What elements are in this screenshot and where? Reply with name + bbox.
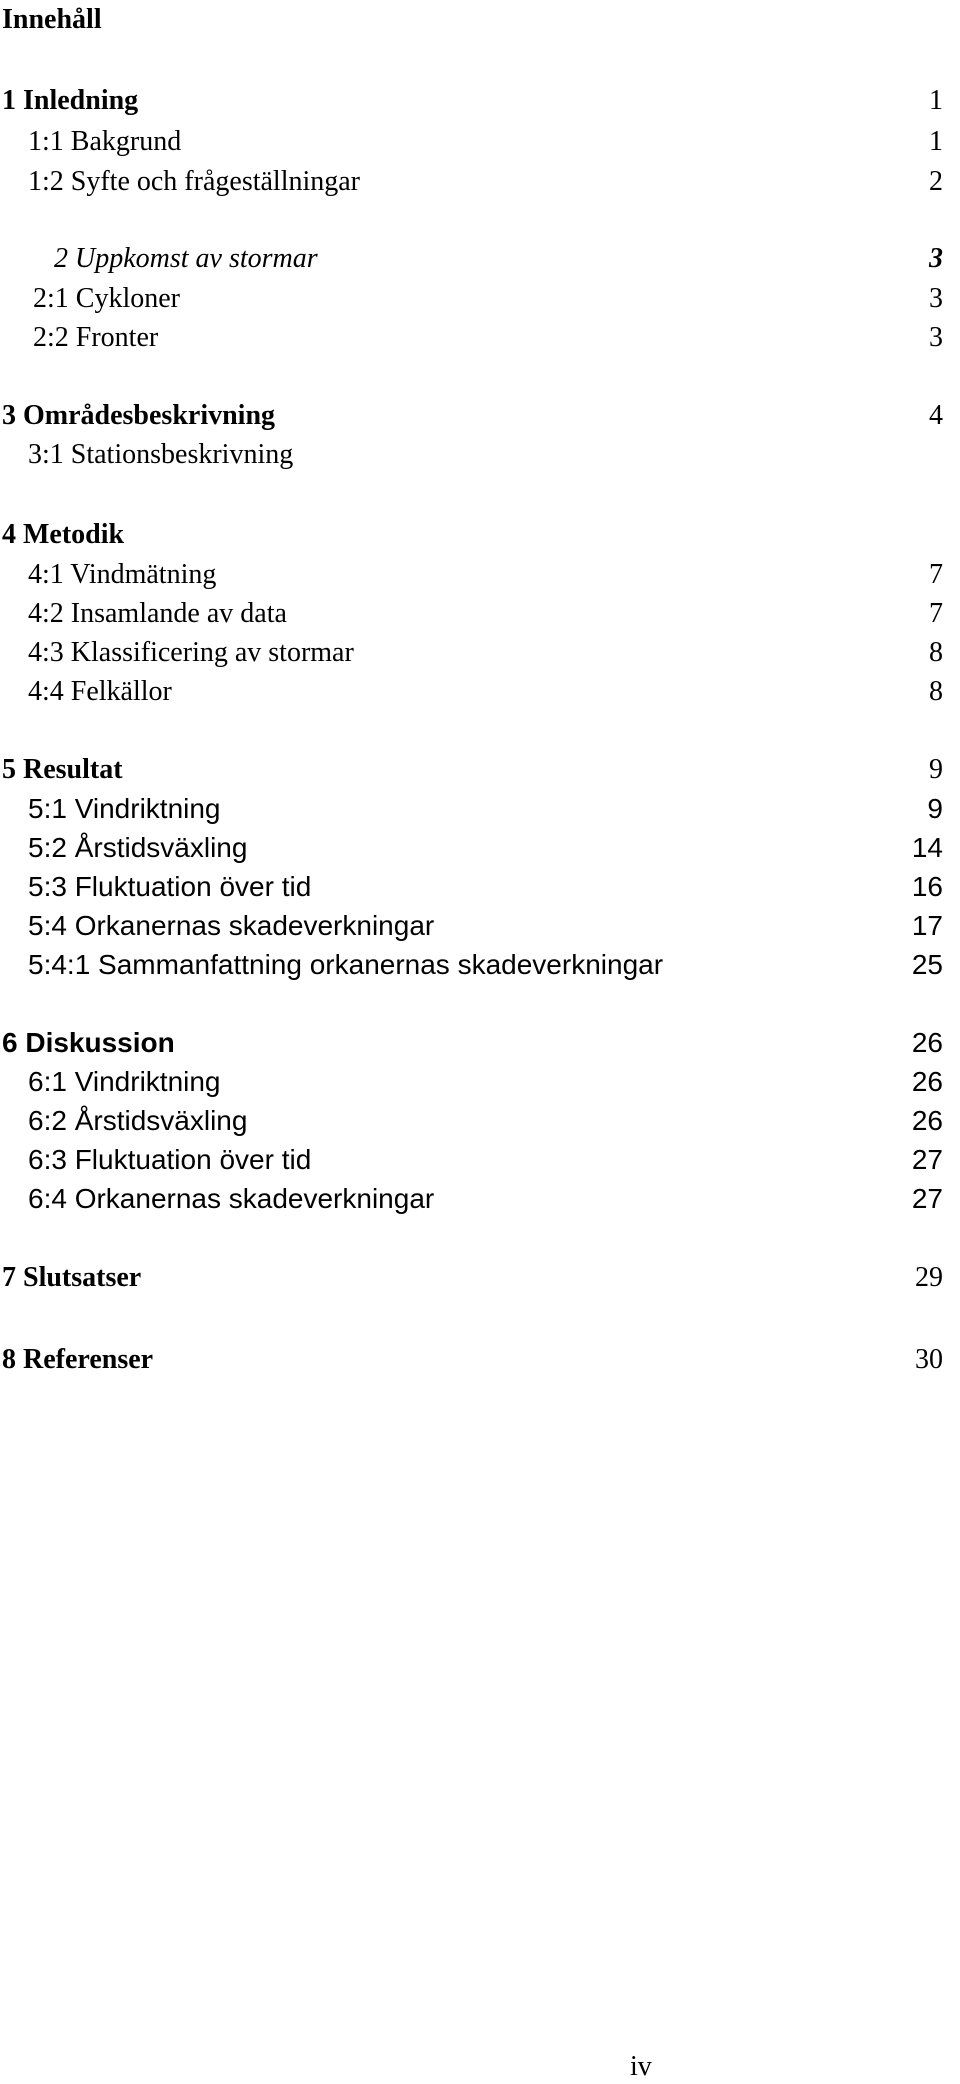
- toc-label: 5:4:1 Sammanfattning orkanernas skadeverkningar: [28, 949, 664, 980]
- toc-section: [0, 634, 943, 672]
- toc-label: 1:1 Bakgrund: [28, 126, 182, 157]
- toc-label: 6:4 Orkanernas skadeverkningar: [28, 1183, 435, 1214]
- toc-page: 3: [929, 243, 943, 274]
- toc-section: [0, 123, 943, 161]
- toc-section: [0, 907, 943, 945]
- toc-page: 1: [929, 126, 943, 157]
- toc-page: 27: [911, 1183, 943, 1214]
- toc-chapter-3: [0, 397, 943, 435]
- toc-label: 5:4 Orkanernas skadeverkningar: [28, 910, 435, 941]
- toc-chapter-7: [0, 1259, 943, 1297]
- toc-page: 26: [911, 1027, 943, 1058]
- toc-section: [0, 868, 943, 906]
- toc-page: 16: [911, 871, 943, 902]
- toc-label: 4:3 Klassificering av stormar: [28, 637, 354, 668]
- toc-page: 3: [929, 283, 943, 314]
- toc-label: 7 Slutsatser: [2, 1262, 142, 1293]
- toc-label: 5:1 Vindriktning: [28, 793, 221, 824]
- toc-label: 4:4 Felkällor: [28, 676, 172, 707]
- toc-page: 29: [915, 1262, 943, 1293]
- toc-label: 4 Metodik: [2, 519, 125, 550]
- toc-title: Innehåll: [2, 4, 102, 35]
- toc-section: [0, 163, 943, 201]
- toc-chapter-6: [0, 1024, 943, 1062]
- toc-section: [0, 280, 943, 318]
- toc-page: 8: [929, 676, 943, 707]
- toc-label: 1:2 Syfte och frågeställningar: [28, 166, 361, 197]
- toc-label: 4:1 Vindmätning: [28, 559, 217, 590]
- toc-section: [0, 673, 943, 711]
- toc-label: 2:1 Cykloner: [33, 283, 180, 314]
- toc-page: 25: [911, 949, 943, 980]
- toc-section: [0, 1063, 943, 1101]
- toc-section: [0, 1102, 943, 1140]
- toc-section: [0, 829, 943, 867]
- toc-page: 30: [915, 1344, 943, 1375]
- toc-label: 6:3 Fluktuation över tid: [28, 1144, 312, 1175]
- toc-section: [0, 436, 943, 474]
- toc-page: 7: [929, 598, 943, 629]
- toc-page: 2: [929, 166, 943, 197]
- toc-chapter-8: [0, 1341, 943, 1379]
- toc-section: [0, 790, 943, 828]
- toc-label: 1 Inledning: [2, 85, 139, 116]
- toc-label: 3:1 Stationsbeskrivning: [28, 439, 294, 470]
- toc-section: [0, 1141, 943, 1179]
- toc-section: [0, 319, 943, 357]
- toc-label: 2:2 Fronter: [33, 322, 159, 353]
- toc-subsection: [0, 946, 943, 984]
- toc-page: 3: [929, 322, 943, 353]
- toc-label: 5:2 Årstidsväxling: [28, 832, 248, 863]
- toc-page: 26: [911, 1066, 943, 1097]
- toc-label: 5 Resultat: [2, 754, 123, 785]
- toc-label: 3 Områdesbeskrivning: [2, 400, 276, 431]
- toc-section: [0, 556, 943, 594]
- toc-label: 4:2 Insamlande av data: [28, 598, 287, 629]
- page-number: iv: [630, 2051, 652, 2082]
- toc-section: [0, 595, 943, 633]
- toc-label: 5:3 Fluktuation över tid: [28, 871, 312, 902]
- toc-page: 4: [929, 400, 943, 431]
- toc-page: 8: [929, 637, 943, 668]
- toc-page: 9: [927, 793, 943, 824]
- toc-page: 26: [911, 1105, 943, 1136]
- toc-page: 9: [929, 754, 943, 785]
- toc-page: 17: [911, 910, 943, 941]
- toc-label: 8 Referenser: [2, 1344, 154, 1375]
- toc-chapter-5: [0, 751, 943, 789]
- toc-label: 2 Uppkomst av stormar: [54, 243, 318, 274]
- toc-page: 7: [929, 559, 943, 590]
- toc-chapter-4: [0, 516, 943, 554]
- toc-chapter-1: [0, 82, 943, 120]
- toc-section: [0, 1180, 943, 1218]
- toc-label: 6:2 Årstidsväxling: [28, 1105, 248, 1136]
- toc-label: 6 Diskussion: [2, 1027, 175, 1058]
- toc-page: 1: [929, 85, 943, 116]
- toc-label: 6:1 Vindriktning: [28, 1066, 221, 1097]
- toc-chapter-2: [0, 240, 943, 278]
- toc-page: 14: [911, 832, 943, 863]
- toc-page: 27: [911, 1144, 943, 1175]
